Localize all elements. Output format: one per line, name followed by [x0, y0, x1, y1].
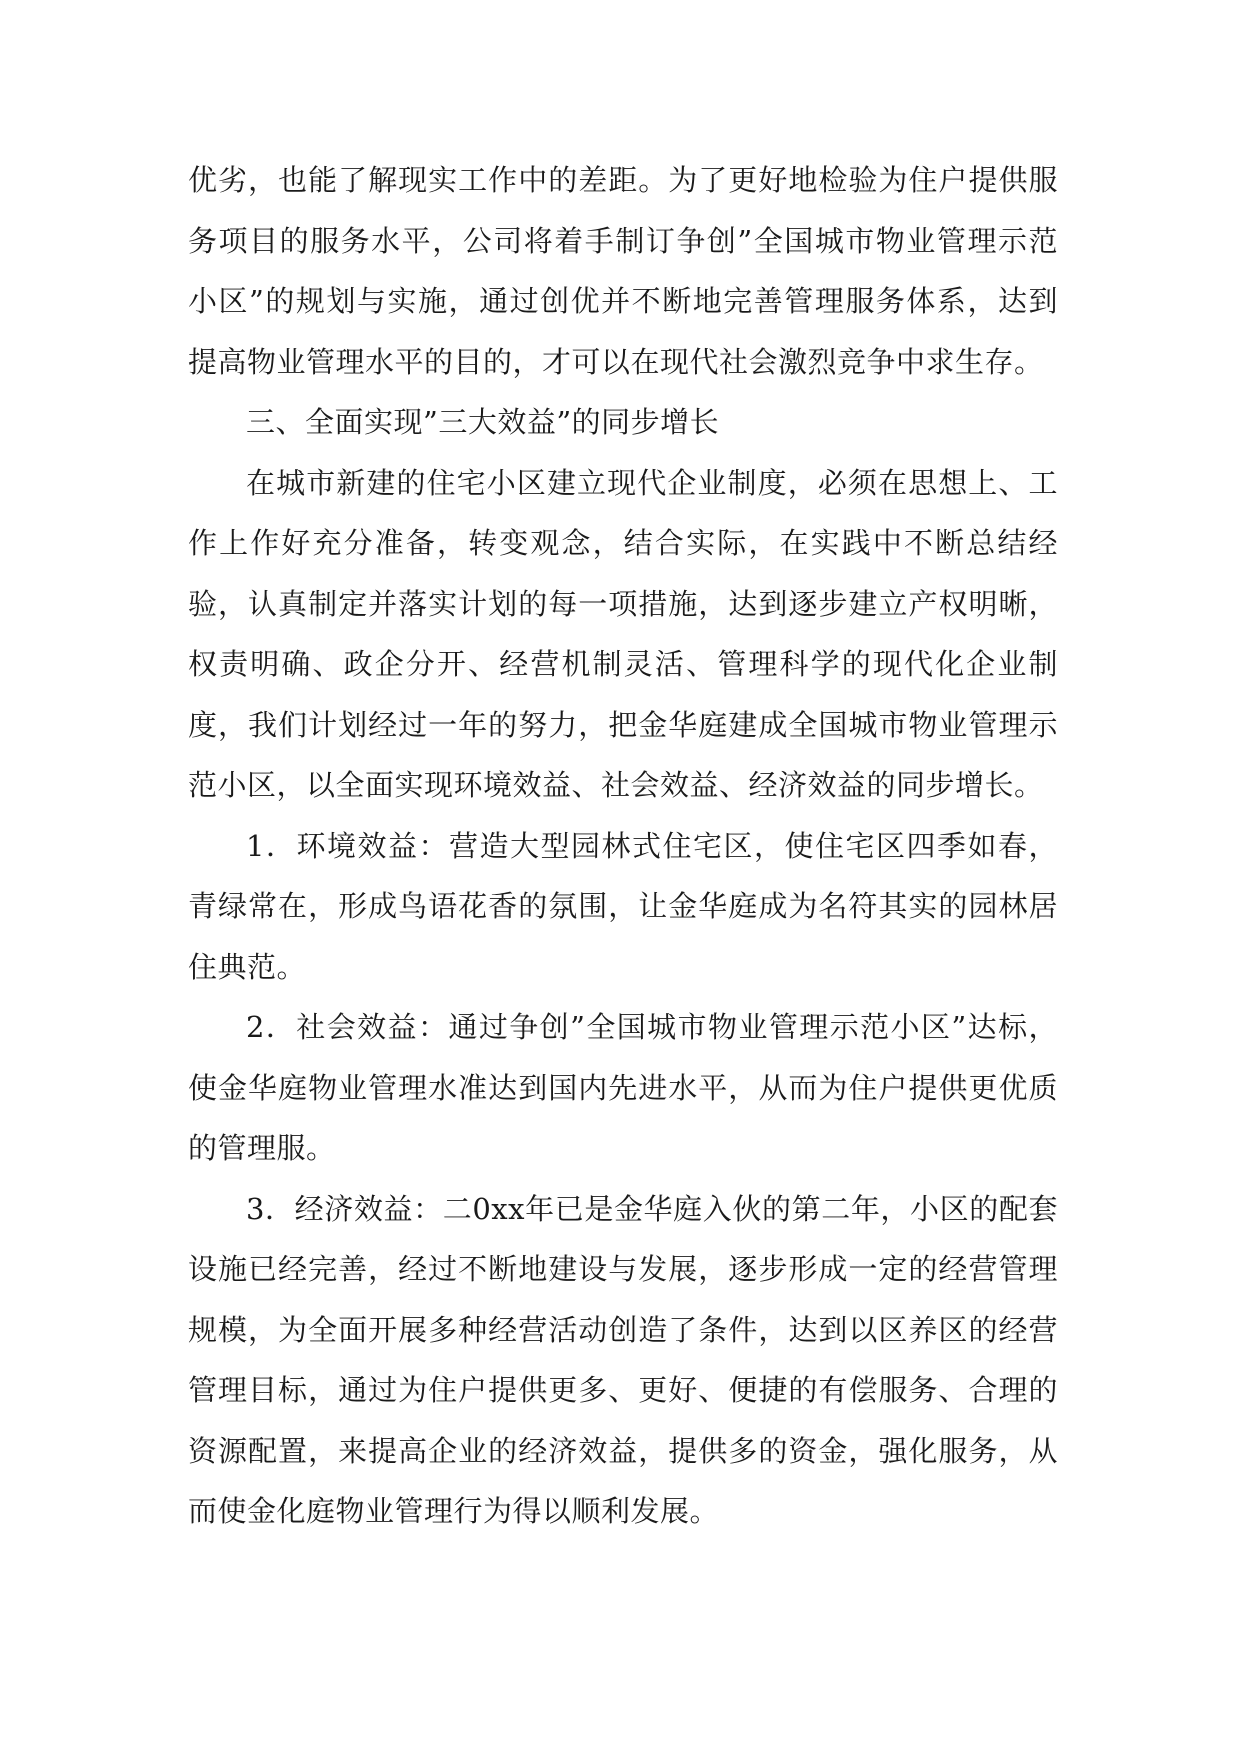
list-item-social-benefit: 2．社会效益：通过争创”全国城市物业管理示范小区”达标，使金华庭物业管理水准达到国内先进水平，从而为住户提供更优质的管理服。 — [188, 1010, 1058, 1165]
list-item-environmental-benefit: 1．环境效益：营造大型园林式住宅区，使住宅区四季如春，青绿常在，形成鸟语花香的氛围，让金华庭成为名符其实的园林居住典范。 — [188, 828, 1058, 984]
section-heading-three: 三、全面实现”三大效益”的同步增长 — [246, 405, 720, 439]
paragraph-intro: 在城市新建的住宅小区建立现代企业制度，必须在思想上、工作上作好充分准备，转变观念，结合实际，在实践中不断总结经验，认真制定并落实计划的每一项措施，达到逐步建立产权明晰，权责明确、政企分开、经营机制灵活、管理科学的现代化企业制度，我们计划经过一年的努力，把金华庭建成全国城市物业管理示范小区，以全面实现环境效益、社会效益、经济效益的同步增长。 — [188, 465, 1058, 802]
document-body — [188, 150, 1058, 1542]
paragraph-continuation: 优劣，也能了解现实工作中的差距。为了更好地检验为住户提供服务项目的服务水平，公司将着手制订争创”全国城市物业管理示范小区”的规划与实施，通过创优并不断地完善管理服务体系，达到提高物业管理水平的目的，才可以在现代社会激烈竞争中求生存。 — [188, 163, 1058, 379]
list-item-economic-benefit: 3．经济效益：二0xx年已是金华庭入伙的第二年，小区的配套设施已经完善，经过不断地建设与发展，逐步形成一定的经营管理规模，为全面开展多种经营活动创造了条件，达到以区养区的经营管理目标，通过为住户提供更多、更好、便捷的有偿服务、合理的资源配置，来提高企业的经济效益，提供多的资金，强化服务，从而使金化庭物业管理行为得以顺利发展。 — [188, 1191, 1058, 1528]
